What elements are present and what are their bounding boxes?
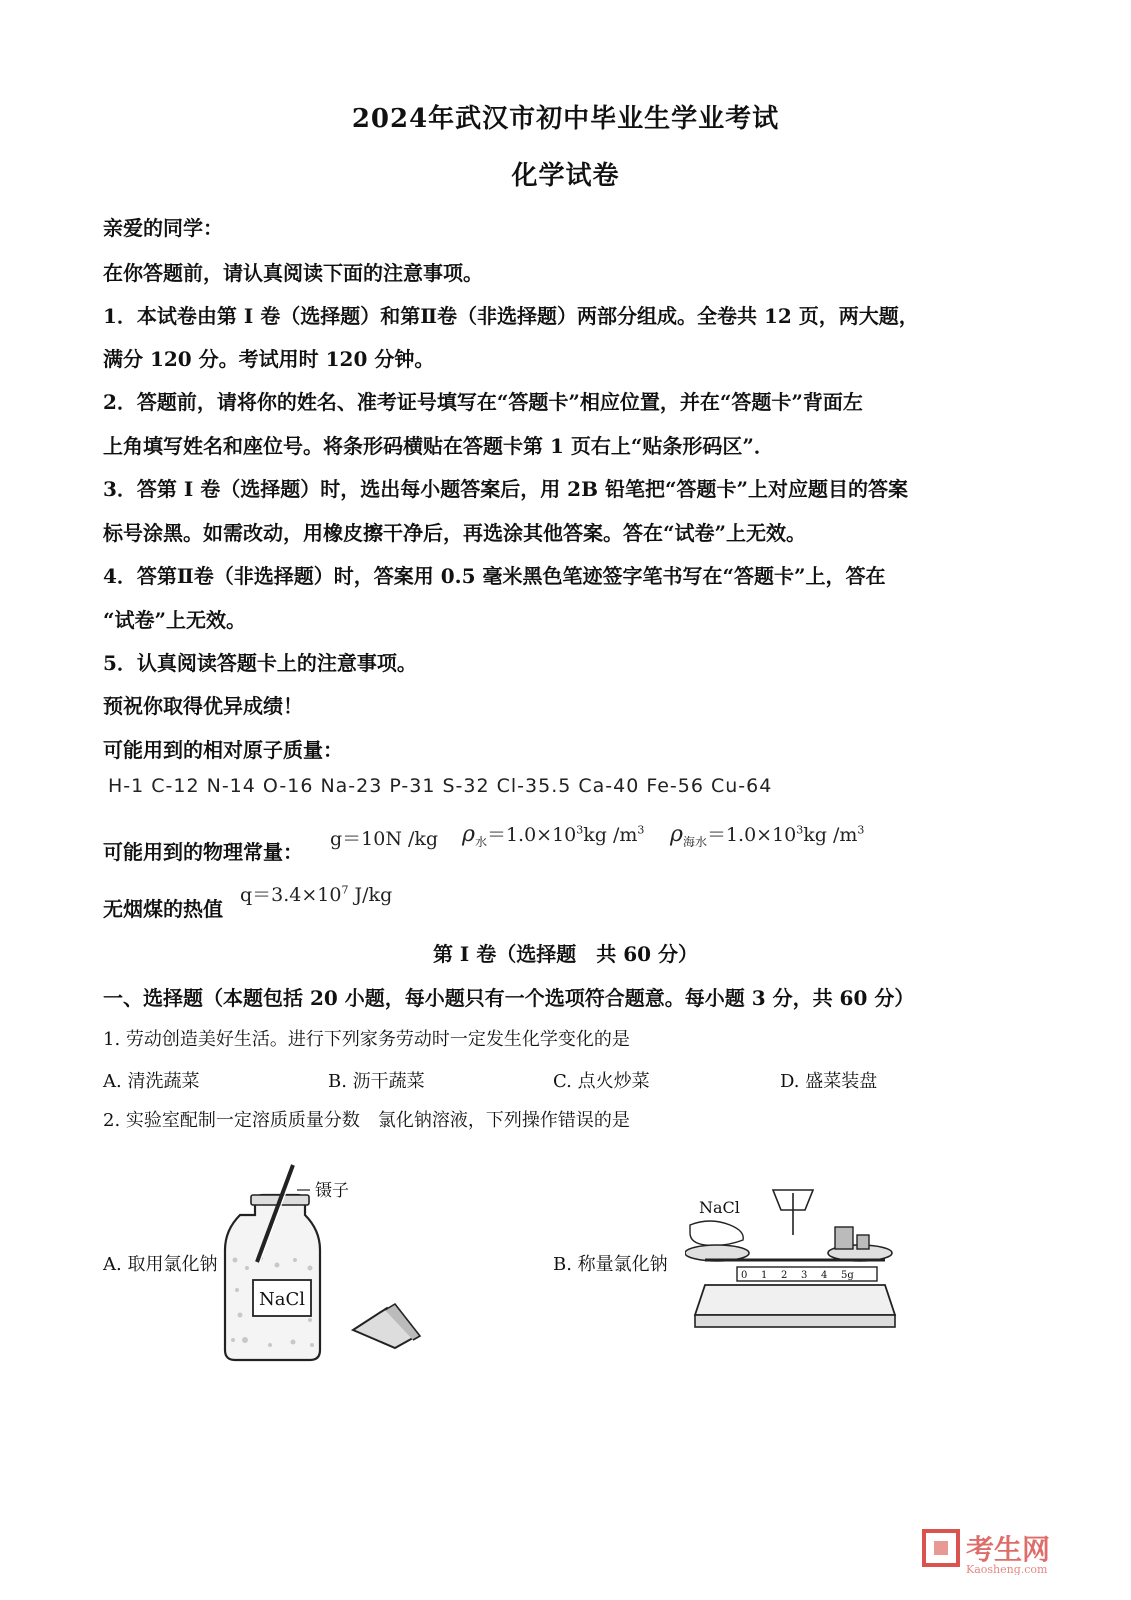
watermark xyxy=(922,1525,1092,1575)
question-1-option-a[interactable]: A. 清洗蔬菜 xyxy=(103,1071,200,1092)
question-1-stem: 1. 劳动创造美好生活。进行下列家务劳动时一定发生化学变化的是 xyxy=(103,1029,630,1050)
svg-text:2: 2 xyxy=(781,1270,788,1281)
part-one-heading: 一、选择题（本题包括 20 小题，每小题只有一个选项符合题意。每小题 3 分，共 60 分） xyxy=(103,986,915,1010)
wish: 预祝你取得优异成绩！ xyxy=(103,694,303,718)
note-line: 3．答第 I 卷（选择题）时，选出每小题答案后，用 2B 铅笔把“答题卡”上对应题目的答案 xyxy=(103,477,908,501)
svg-text:3: 3 xyxy=(801,1270,808,1281)
watermark-logo xyxy=(922,1525,1092,1575)
note-line: 上角填写姓名和座位号。将条形码横贴在答题卡第 1 页右上“贴条形码区”． xyxy=(103,434,774,458)
gravity-constant: g＝10N /kg xyxy=(330,828,439,850)
reagent-bottle-figure xyxy=(215,1150,425,1370)
exam-title: 2024年武汉市初中毕业生学业考试 xyxy=(351,104,780,134)
greeting: 亲爱的同学： xyxy=(103,216,223,240)
intro: 在你答题前，请认真阅读下面的注意事项。 xyxy=(103,261,483,285)
weight-small xyxy=(857,1235,869,1249)
heat-value-formula: $q=3.4\times 10^7$ J/kg xyxy=(240,883,393,906)
question-1-option-c[interactable]: C. 点火炒菜 xyxy=(553,1071,650,1092)
seawater-density-constant: $\rho_{海水}=1.0\times 10^3kg$ $/m^3$ xyxy=(670,822,865,849)
note-line: “试卷”上无效。 xyxy=(103,608,247,632)
constants-label: 可能用到的物理常量： xyxy=(103,840,303,864)
balance-base xyxy=(695,1285,895,1315)
question-1-option-b[interactable]: B. 沥干蔬菜 xyxy=(328,1071,425,1092)
watermark-url: Kaosheng.com xyxy=(966,1563,1048,1575)
atomic-mass-label: 可能用到的相对原子质量： xyxy=(103,738,343,762)
question-2-option-b[interactable]: B. 称量氯化钠 xyxy=(553,1254,668,1275)
weighing-paper xyxy=(690,1221,743,1245)
svg-text:5g: 5g xyxy=(841,1270,854,1281)
section-title: 第 I 卷（选择题 共 60 分） xyxy=(432,942,699,966)
tweezers-label: 镊子 xyxy=(315,1181,349,1201)
bottle-label: NaCl xyxy=(258,1289,306,1310)
note-line: 满分 120 分。考试用时 120 分钟。 xyxy=(103,347,435,371)
note-line: 4．答第Ⅱ卷（非选择题）时，答案用 0.5 毫米黑色笔迹签字笔书写在“答题卡”上，答在 xyxy=(103,564,886,588)
water-density-constant: $\rho_水=1.0\times 10^3kg$ $/m^3$ xyxy=(462,822,645,849)
watermark-brand: 考生网 xyxy=(966,1533,1051,1566)
svg-text:1: 1 xyxy=(761,1270,768,1281)
svg-text:4: 4 xyxy=(821,1270,828,1281)
question-2-option-a[interactable]: A. 取用氯化钠 xyxy=(103,1254,218,1275)
balance-figure xyxy=(685,1185,905,1335)
balance-nacl-label: NaCl xyxy=(699,1198,740,1217)
atomic-mass-list: H-1 C-12 N-14 O-16 Na-23 P-31 S-32 Cl-35.5 Ca-40 Fe-56 Cu-64 xyxy=(108,775,773,797)
note-line: 标号涂黑。如需改动，用橡皮擦干净后，再选涂其他答案。答在“试卷”上无效。 xyxy=(103,521,807,545)
heat-value-label: 无烟煤的热值 xyxy=(103,897,223,921)
question-2-stem: 2. 实验室配制一定溶质质量分数 氯化钠溶液，下列操作错误的是 xyxy=(103,1110,630,1131)
note-line: 1．本试卷由第 I 卷（选择题）和第Ⅱ卷（非选择题）两部分组成。全卷共 12 页，两大题， xyxy=(103,304,919,328)
note-line: 5．认真阅读答题卡上的注意事项。 xyxy=(103,651,417,675)
note-line: 2．答题前，请将你的姓名、准考证号填写在“答题卡”相应位置，并在“答题卡”背面左 xyxy=(103,390,863,414)
svg-text:0: 0 xyxy=(741,1270,748,1281)
exam-subtitle: 化学试卷 xyxy=(511,161,620,191)
question-1-option-d[interactable]: D. 盛菜装盘 xyxy=(780,1071,878,1092)
weight-large xyxy=(835,1227,853,1249)
